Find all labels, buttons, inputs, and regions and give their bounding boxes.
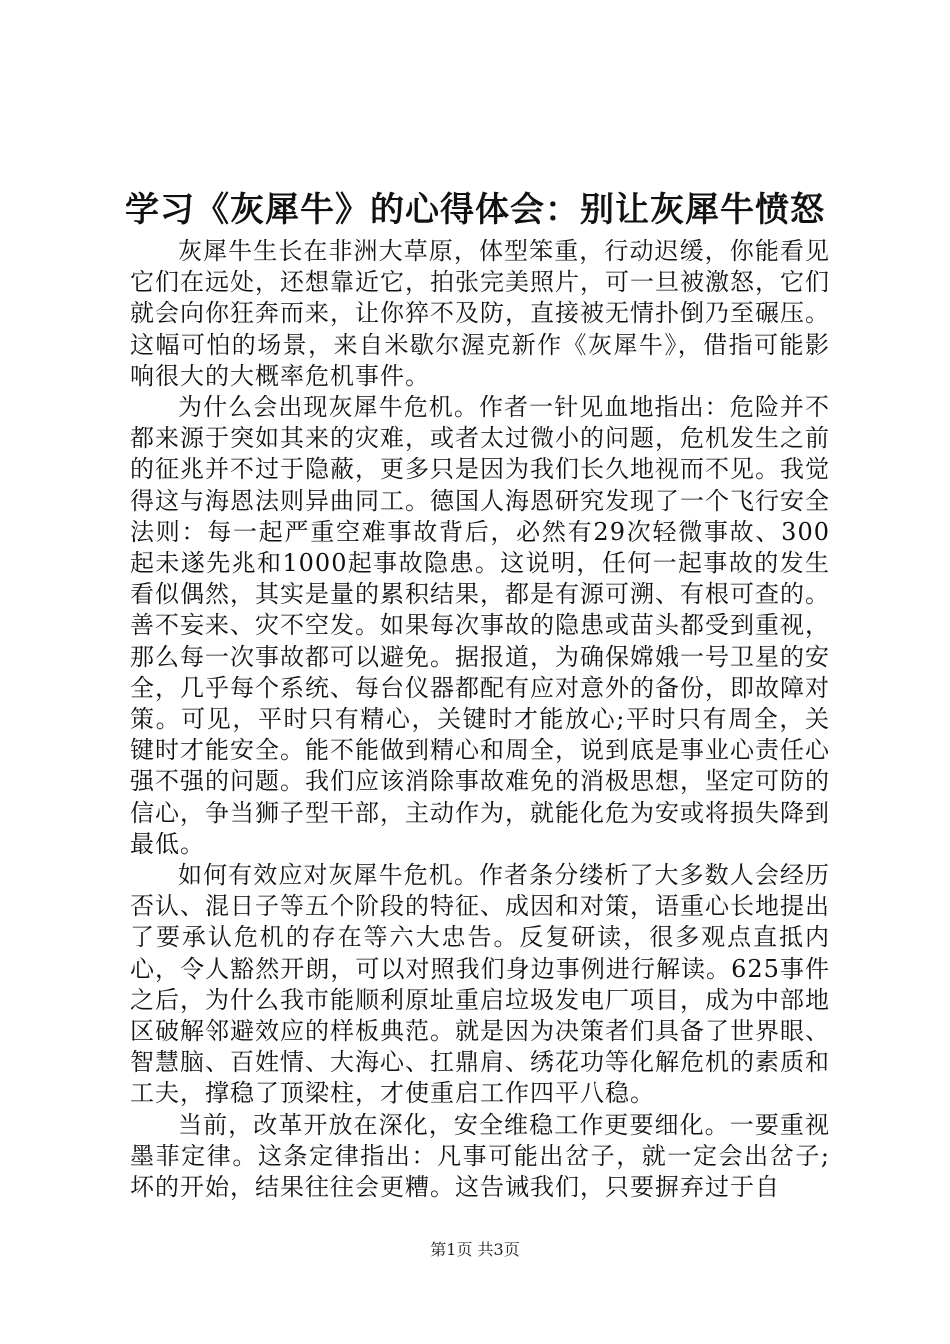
paragraph-1: 灰犀牛生长在非洲大草原，体型笨重，行动迟缓，你能看见它们在远处，还想靠近它，拍张完美照片，可一旦被激怒，它们就会向你狂奔而来，让你猝不及防，直接被无情扑倒乃至碾压。这幅可怕的场景，来自米歇尔渥克新作《灰犀牛》，借指可能影响很大的大概率危机事件。: [130, 237, 830, 390]
document-title: 学习《灰犀牛》的心得体会：别让灰犀牛愤怒: [125, 190, 825, 230]
page-indicator: 第1页 共3页: [430, 1240, 520, 1259]
page-footer: [0, 1238, 950, 1262]
paragraph-2: 为什么会出现灰犀牛危机。作者一针见血地指出：危险并不都来源于突如其来的灾难，或者太过微小的问题，危机发生之前的征兆并不过于隐蔽，更多只是因为我们长久地视而不见。我觉得这与海恩法则异曲同工。德国人海恩研究发现了一个飞行安全法则：每一起严重空难事故背后，必然有29次轻微事故、300起未遂先兆和1000起事故隐患。这说明，任何一起事故的发生看似偶然，其实是量的累积结果，都是有源可溯、有根可查的。善不妄来、灾不空发。如果每次事故的隐患或苗头都受到重视，那么每一次事故都可以避免。据报道，为确保嫦娥一号卫星的安全，几乎每个系统、每台仪器都配有应对意外的备份，即故障对策。可见，平时只有精心，关键时才能放心;平时只有周全，关键时才能安全。能不能做到精心和周全，说到底是事业心责任心强不强的问题。我们应该消除事故难免的消极思想，坚定可防的信心，争当狮子型干部，主动作为，就能化危为安或将损失降到最低。: [130, 393, 830, 858]
paragraph-3: 如何有效应对灰犀牛危机。作者条分缕析了大多数人会经历否认、混日子等五个阶段的特征、成因和对策，语重心长地提出了要承认危机的存在等六大忠告。反复研读，很多观点直抵内心，令人豁然开朗，可以对照我们身边事例进行解读。625事件之后，为什么我市能顺利原址重启垃圾发电厂项目，成为中部地区破解邻避效应的样板典范。就是因为决策者们具备了世界眼、智慧脑、百姓情、大海心、扛鼎肩、绣花功等化解危机的素质和工夫，撑稳了顶梁柱，才使重启工作四平八稳。: [130, 861, 830, 1108]
document-body: [130, 236, 830, 1203]
paragraph-4: 当前，改革开放在深化，安全维稳工作更要细化。一要重视墨菲定律。这条定律指出：凡事可能出岔子，就一定会出岔子;坏的开始，结果往往会更糟。这告诫我们，只要摒弃过于自: [130, 1110, 830, 1202]
